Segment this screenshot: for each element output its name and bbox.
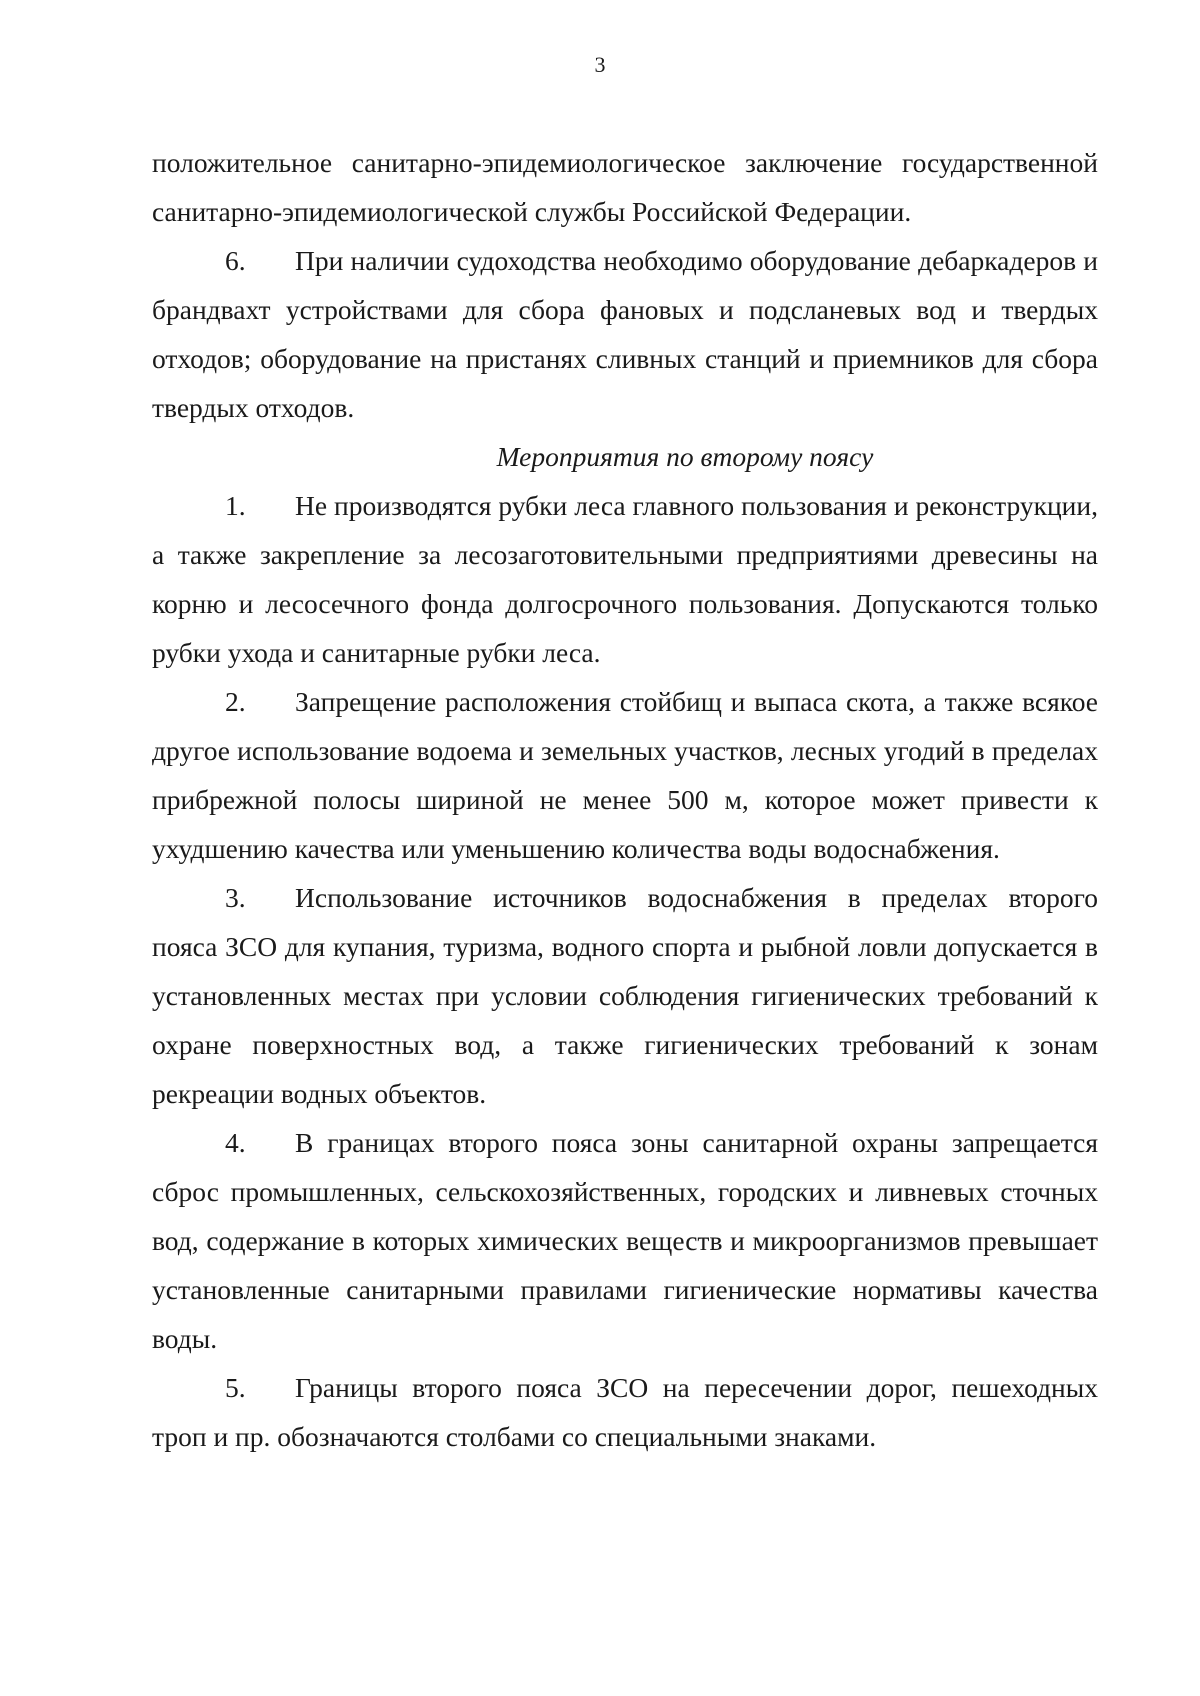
item-text: Запрещение расположения стойбищ и выпаса скота, а также всякое другое использование водоема и земельных участков, лесных угодий в пределах прибрежной полосы шириной не менее 500 м, которое может привести к ухудшению качества или уменьшению количества воды водоснабжения. [152,686,1098,864]
page-number: 3 [594,52,606,77]
intro-paragraph: положительное санитарно-эпидемиологическое заключение государственной санитарно-эпидемиологической службы Российской Федерации. [152,147,1098,227]
item-number: 3. [225,882,246,913]
section-heading: Мероприятия по второму поясу [496,441,874,472]
list-item [152,236,1098,432]
item-text: Использование источников водоснабжения в пределах второго пояса ЗСО для купания, туризма, водного спорта и рыбной ловли допускается в установленных местах при условии соблюдения гигиенических требований к охране поверхностных вод, а также гигиенических требований к зонам рекреации водных объектов. [152,882,1098,1109]
item-text: Границы второго пояса ЗСО на пересечении дорог, пешеходных троп и пр. обозначаются столбами со специальными знаками. [152,1372,1098,1452]
list-item [152,873,1098,1118]
item-number: 2. [225,686,246,717]
item-number: 4. [225,1127,246,1158]
list-item [152,1118,1098,1363]
document-body [152,138,1098,1461]
item-number: 1. [225,490,246,521]
list-item [152,1363,1098,1461]
item-text: В границах второго пояса зоны санитарной охраны запрещается сброс промышленных, сельскохозяйственных, городских и ливневых сточных вод, содержание в которых химических веществ и микроорганизмов превышает установленные санитарными правилами гигиенические нормативы качества воды. [152,1127,1098,1354]
item-number: 6. [225,245,246,276]
item-number: 5. [225,1372,246,1403]
item-text: Не производятся рубки леса главного пользования и реконструкции, а также закрепление за лесозаготовительными предприятиями древесины на корню и лесосечного фонда долгосрочного пользования. Допускаются только рубки ухода и санитарные рубки леса. [152,490,1098,668]
list-item [152,481,1098,677]
list-item [152,677,1098,873]
item-text: При наличии судоходства необходимо оборудование дебаркадеров и брандвахт устройствами для сбора фановых и подсланевых вод и твердых отходов; оборудование на пристанях сливных станций и приемников для сбора твердых отходов. [152,245,1098,423]
